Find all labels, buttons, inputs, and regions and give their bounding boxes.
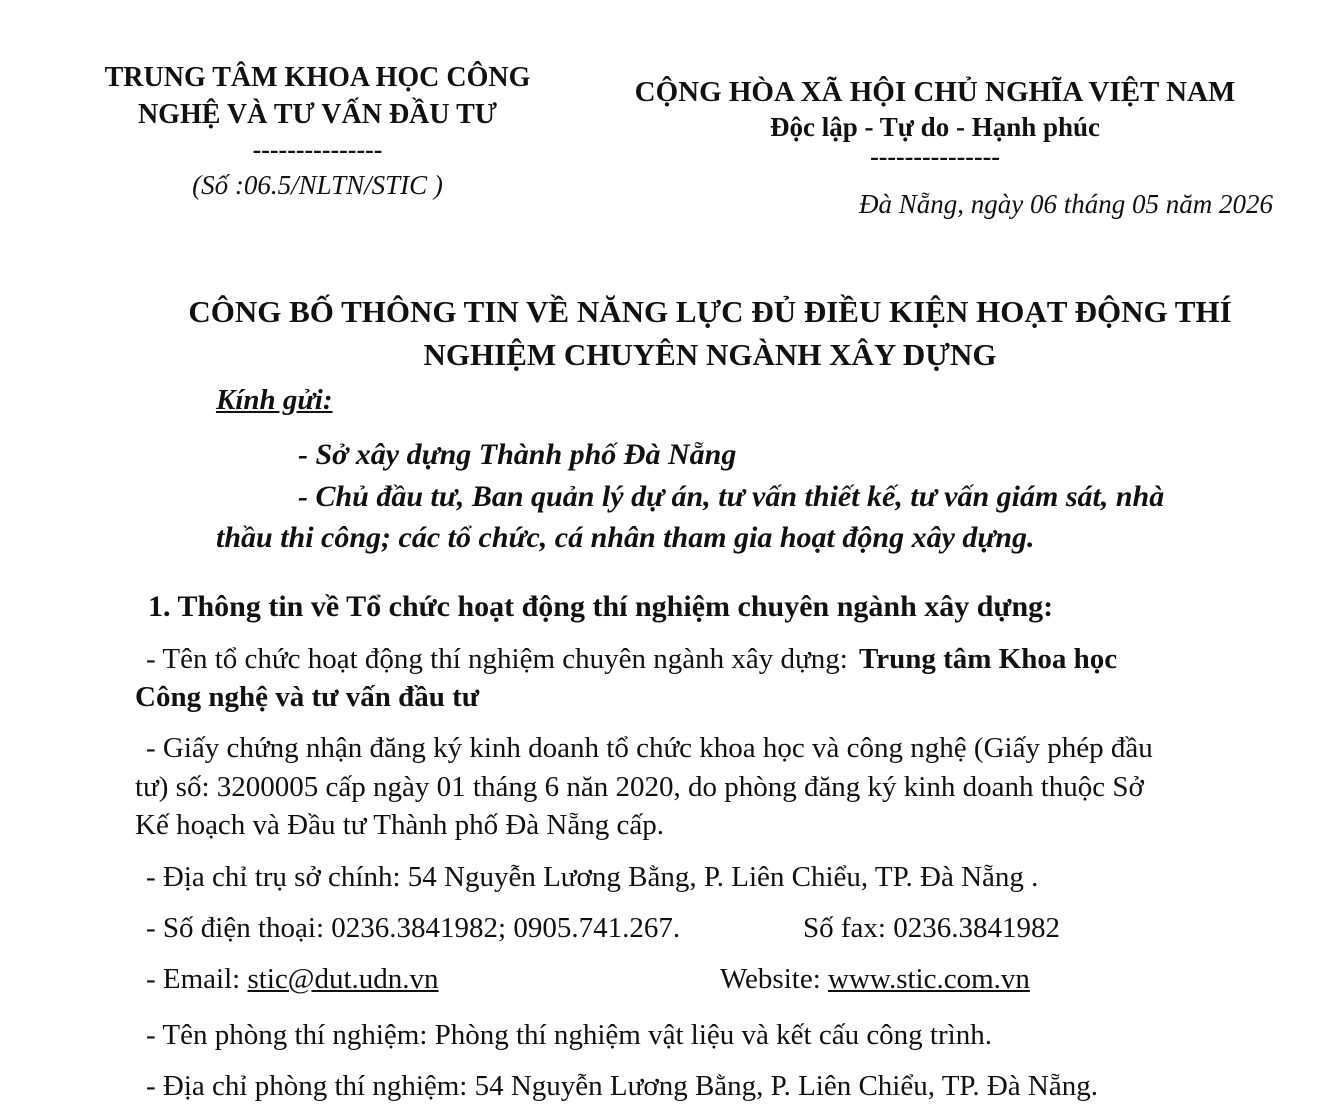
nation-motto: Độc lập - Tự do - Hạnh phúc	[769, 112, 1101, 142]
org-name-value: Trung tâm Khoa học	[859, 643, 1118, 675]
license-line2: tư) số: 3200005 cấp ngày 01 tháng 6 năn 2020, do phòng đăng ký kinh doanh thuộc Sở	[135, 771, 1144, 803]
email-label: - Email:	[146, 963, 241, 995]
org-separator: ---------------	[252, 135, 383, 164]
license-line1: - Giấy chứng nhận đăng ký kinh doanh tổ chức khoa học và công nghệ (Giấy phép đầu	[146, 732, 1153, 764]
license-line3: Kế hoạch và Đầu tư Thành phố Đà Nẵng cấp.	[135, 809, 664, 841]
website-link[interactable]: www.stic.com.vn	[828, 963, 1030, 995]
document-title-line2: NGHIỆM CHUYÊN NGÀNH XÂY DỰNG	[423, 337, 997, 372]
recipient-1: - Sở xây dựng Thành phố Đà Nẵng	[298, 438, 737, 471]
fax-number: Số fax: 0236.3841982	[803, 912, 1060, 944]
org-name-row	[146, 643, 1117, 676]
website-row	[720, 963, 1030, 996]
recipient-2-line1: - Chủ đầu tư, Ban quản lý dự án, tư vấn thiết kế, tư vấn giám sát, nhà	[298, 480, 1165, 513]
salutation: Kính gửi:	[216, 384, 333, 416]
document-number: (Số :06.5/NLTN/STIC )	[192, 170, 443, 200]
date-line: Đà Nẵng, ngày 06 tháng 05 năm 2026	[859, 189, 1273, 219]
org-name-line1: TRUNG TÂM KHOA HỌC CÔNG	[104, 62, 531, 93]
section-1-heading: 1. Thông tin về Tổ chức hoạt động thí nghiệm chuyên ngành xây dựng:	[148, 590, 1054, 623]
org-name-value-cont: Công nghệ và tư vấn đầu tư	[135, 681, 480, 713]
recipient-2-line2: thầu thi công; các tổ chức, cá nhân tham gia hoạt động xây dựng.	[216, 521, 1035, 554]
nation-separator: ---------------	[870, 142, 1000, 171]
lab-address: - Địa chỉ phòng thí nghiệm: 54 Nguyễn Lương Bằng, P. Liên Chiểu, TP. Đà Nẵng.	[146, 1070, 1098, 1102]
phone-number: - Số điện thoại: 0236.3841982; 0905.741.267.	[146, 912, 681, 944]
website-label: Website:	[720, 963, 821, 995]
head-office-address: - Địa chỉ trụ sở chính: 54 Nguyễn Lương Bằng, P. Liên Chiểu, TP. Đà Nẵng .	[146, 861, 1039, 893]
nation-title: CỘNG HÒA XÃ HỘI CHỦ NGHĨA VIỆT NAM	[634, 76, 1236, 108]
email-link[interactable]: stic@dut.udn.vn	[247, 963, 439, 995]
lab-name: - Tên phòng thí nghiệm: Phòng thí nghiệm vật liệu và kết cấu công trình.	[146, 1019, 992, 1051]
org-name-line2: NGHỆ VÀ TƯ VẤN ĐẦU TƯ	[137, 99, 498, 130]
document-title-line1: CÔNG BỐ THÔNG TIN VỀ NĂNG LỰC ĐỦ ĐIỀU KIỆN HOẠT ĐỘNG THÍ	[188, 294, 1232, 329]
org-name-label: - Tên tổ chức hoạt động thí nghiệm chuyên ngành xây dựng:	[146, 643, 848, 675]
email-row	[146, 963, 439, 996]
